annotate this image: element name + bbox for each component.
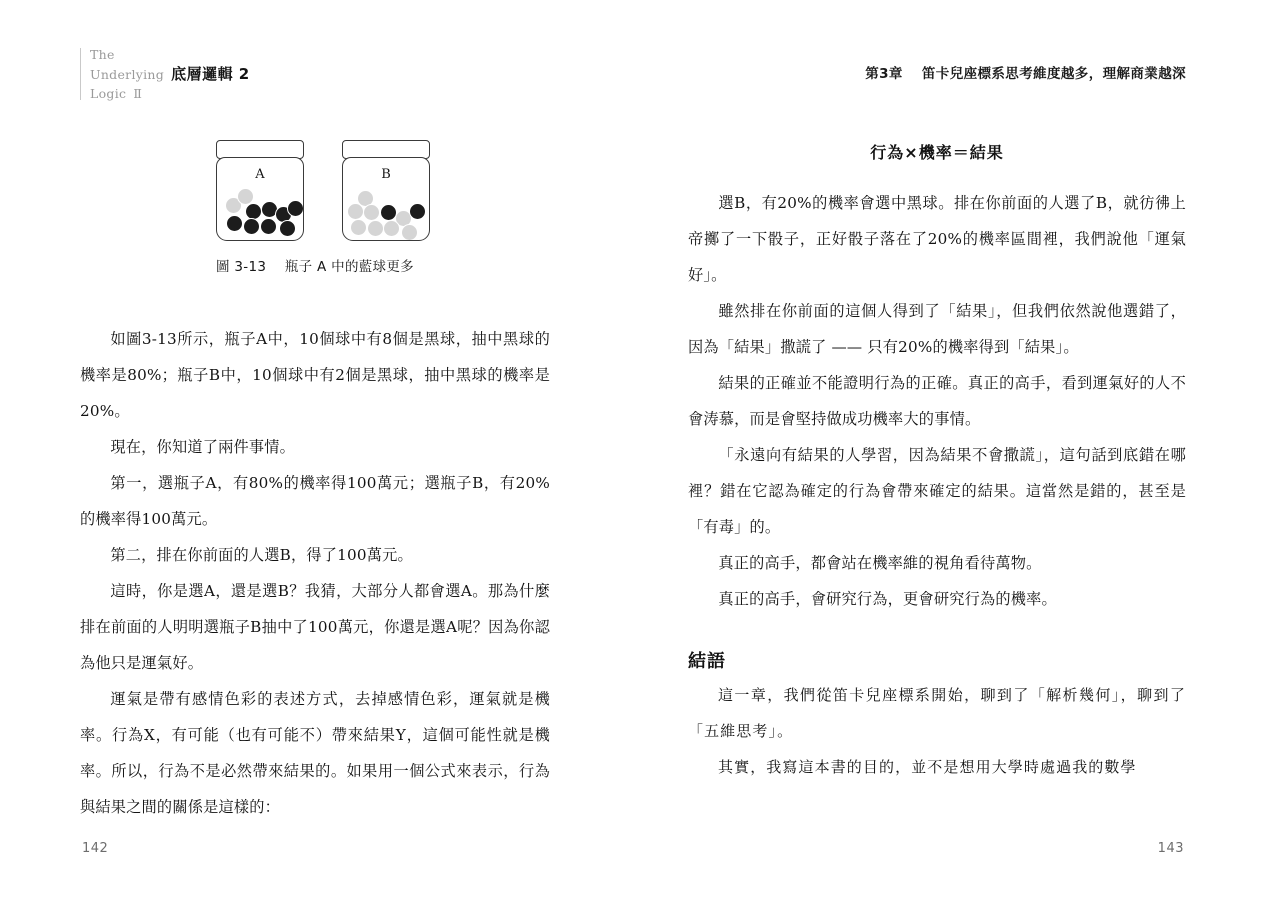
ball-light — [350, 219, 367, 236]
jar-a-body — [216, 157, 304, 241]
ball-dark — [409, 203, 426, 220]
paragraph: 其實，我寫這本書的目的，並不是想用大學時處過我的數學 — [718, 758, 1137, 776]
figure-caption — [80, 255, 550, 275]
ball-light — [401, 224, 418, 241]
book-title-en-line1: The — [90, 47, 115, 62]
paragraph: 如圖3-13所示，瓶子A中，10個球中有8個是黑球，抽中黑球的機率是80%；瓶子B中，10個球中有2個是黑球，抽中黑球的機率是20%。 — [80, 330, 550, 420]
book-title-zh: 底層邏輯 2 — [171, 64, 250, 83]
paragraph: 真正的高手，都會站在機率維的視角看待萬物。 — [718, 554, 1042, 572]
ball-dark — [226, 215, 243, 232]
paragraph: 「永遠向有結果的人學習，因為結果不會撒謊」，這句話到底錯在哪裡？錯在它認為確定的行為會帶來確定的結果。這當然是錯的，甚至是「有毒」的。 — [688, 446, 1186, 536]
ball-light — [363, 204, 380, 221]
left-page-column — [80, 140, 550, 825]
paragraph: 現在，你知道了兩件事情。 — [110, 438, 296, 456]
book-title-en-line2: Underlying — [90, 66, 165, 82]
ball-dark — [243, 218, 260, 235]
formula-heading: 行為×機率＝結果 — [870, 143, 1004, 162]
chapter-title: 笛卡兒座標系思考維度越多，理解商業越深 — [921, 66, 1186, 82]
ball-dark — [279, 220, 296, 237]
running-head-right — [865, 62, 1186, 82]
ball-light — [383, 220, 400, 237]
figure-caption-text: 瓶子 A 中的藍球更多 — [284, 259, 414, 275]
paragraph: 這時，你是選A，還是選B？我猜，大部分人都會選A。那為什麼排在前面的人明明選瓶子B抽中了100萬元，你還是選A呢？因為你認為他只是運氣好。 — [80, 582, 550, 672]
conclusion-body — [688, 677, 1186, 785]
figure-3-13 — [80, 140, 550, 275]
ball-light — [347, 203, 364, 220]
ball-dark — [260, 218, 277, 235]
jar-b — [342, 140, 430, 241]
running-head-divider — [80, 48, 81, 100]
paragraph: 結果的正確並不能證明行為的正確。真正的高手，看到運氣好的人不會涛慕，而是會堅持做成功機率大的事情。 — [688, 374, 1186, 428]
paragraph: 運氣是帶有感情色彩的表述方式，去掉感情色彩，運氣就是機率。行為X，有可能（也有可能不）帶來結果Y，這個可能性就是機率。所以，行為不是必然帶來結果的。如果用一個公式來表示，行為與結果之間的關係是這樣的： — [80, 690, 550, 816]
book-title-en-line3: Logic — [90, 86, 127, 102]
jar-illustration — [96, 140, 550, 241]
jar-a — [216, 140, 304, 241]
ball-dark — [287, 200, 304, 217]
running-head-left — [80, 46, 250, 103]
jar-b-label: B — [381, 167, 391, 182]
paragraph: 第一，選瓶子A，有80%的機率得100萬元；選瓶子B，有20%的機率得100萬元。 — [80, 474, 550, 528]
figure-caption-number: 圖 3-13 — [216, 259, 267, 275]
paragraph: 雖然排在你前面的這個人得到了「結果」，但我們依然說他選錯了，因為「結果」撒謊了 —— 只有20%的機率得到「結果」。 — [688, 302, 1186, 356]
book-logo — [90, 46, 250, 103]
conclusion-heading: 結語 — [688, 651, 726, 672]
paragraph: 這一章，我們從笛卡兒座標系開始，聊到了「解析幾何」，聊到了「五維思考」。 — [688, 686, 1186, 740]
book-volume-numeral: Ⅱ — [133, 86, 143, 102]
left-body-text — [80, 321, 550, 825]
folio-left: 142 — [82, 841, 109, 856]
folio-right: 143 — [1157, 841, 1184, 856]
chapter-number: 第3章 — [865, 66, 903, 82]
jar-b-body — [342, 157, 430, 241]
paragraph: 真正的高手，會研究行為，更會研究行為的機率。 — [718, 590, 1057, 608]
paragraph: 第二，排在你前面的人選B，得了100萬元。 — [110, 546, 413, 564]
right-page-column — [688, 140, 1186, 785]
jar-a-label: A — [255, 167, 265, 182]
ball-light — [367, 220, 384, 237]
paragraph: 選B，有20%的機率會選中黑球。排在你前面的人選了B，就彷彿上帝擲了一下骰子，正好骰子落在了20%的機率區間裡，我們說他「運氣好」。 — [688, 194, 1186, 284]
